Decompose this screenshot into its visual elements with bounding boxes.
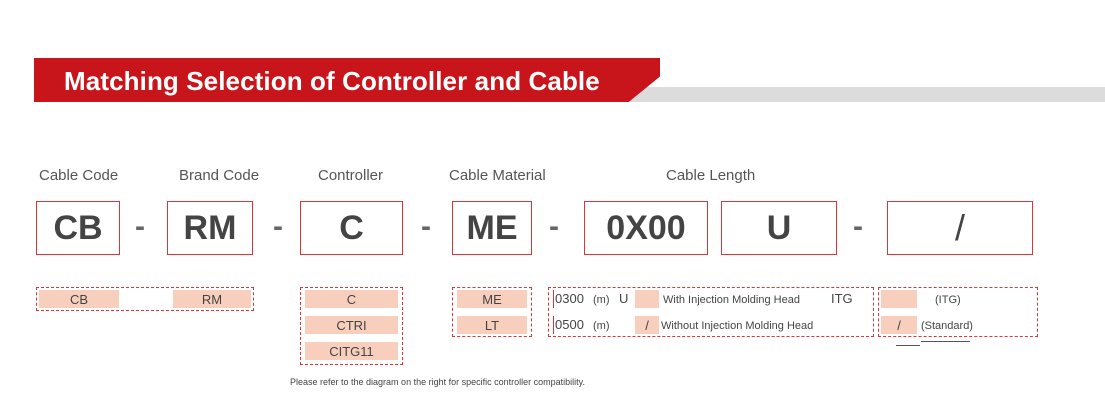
separator-dash: -: [135, 210, 145, 243]
separator-dash: -: [853, 210, 863, 243]
option-cable-material: LT: [457, 316, 527, 334]
suffix-code: /: [881, 316, 917, 334]
underline: [921, 341, 970, 342]
suffix-description: (ITG): [935, 294, 961, 306]
head-code-cell: [635, 290, 659, 308]
option-controller: CITG11: [305, 342, 398, 360]
options-cable-length: [548, 287, 874, 337]
option-brand-code: RM: [173, 290, 251, 308]
code-box-controller: C: [300, 201, 403, 255]
head-extra: ITG: [831, 291, 853, 306]
option-cable-material: ME: [457, 290, 527, 308]
head-code: U: [619, 291, 629, 306]
option-controller: C: [305, 290, 398, 308]
head-description: With Injection Molding Head: [663, 294, 800, 306]
options-controller: [300, 287, 403, 365]
label-cable-length: Cable Length: [666, 167, 756, 184]
option-controller: CTRI: [305, 316, 398, 334]
options-suffix: [878, 287, 1038, 337]
label-cable-code: Cable Code: [39, 167, 119, 184]
label-brand-code: Brand Code: [179, 167, 260, 184]
length-value: 0300: [555, 291, 584, 306]
separator-dash: -: [421, 210, 431, 243]
label-cable-material: Cable Material: [449, 167, 546, 184]
head-description: Without Injection Molding Head: [661, 320, 814, 332]
code-box-brand-code: RM: [167, 201, 253, 255]
suffix-description: (Standard): [921, 320, 973, 332]
label-controller: Controller: [318, 167, 384, 184]
code-box-cable-code: CB: [36, 201, 120, 255]
head-code: /: [635, 316, 659, 334]
length-unit: (m): [593, 320, 610, 332]
underline: [896, 345, 920, 346]
code-box-length: 0X00: [584, 201, 708, 255]
separator-dash: -: [273, 210, 283, 243]
header-banner-stripe: [614, 87, 1105, 102]
length-unit: (m): [593, 294, 610, 306]
code-box-suffix: /: [887, 201, 1033, 255]
divider: [553, 316, 554, 334]
code-box-cable-material: ME: [452, 201, 532, 255]
options-cable-material: [452, 287, 532, 337]
separator-dash: -: [549, 210, 559, 243]
length-value: 0500: [555, 317, 584, 332]
page-title: Matching Selection of Controller and Cable: [64, 66, 600, 96]
footnote: Please refer to the diagram on the right for specific controller compatibility.: [290, 377, 585, 387]
code-box-head: U: [721, 201, 837, 255]
suffix-code: [881, 290, 917, 308]
option-cable-code: CB: [39, 290, 119, 308]
divider: [553, 290, 554, 308]
options-cable-brand: [36, 287, 254, 311]
